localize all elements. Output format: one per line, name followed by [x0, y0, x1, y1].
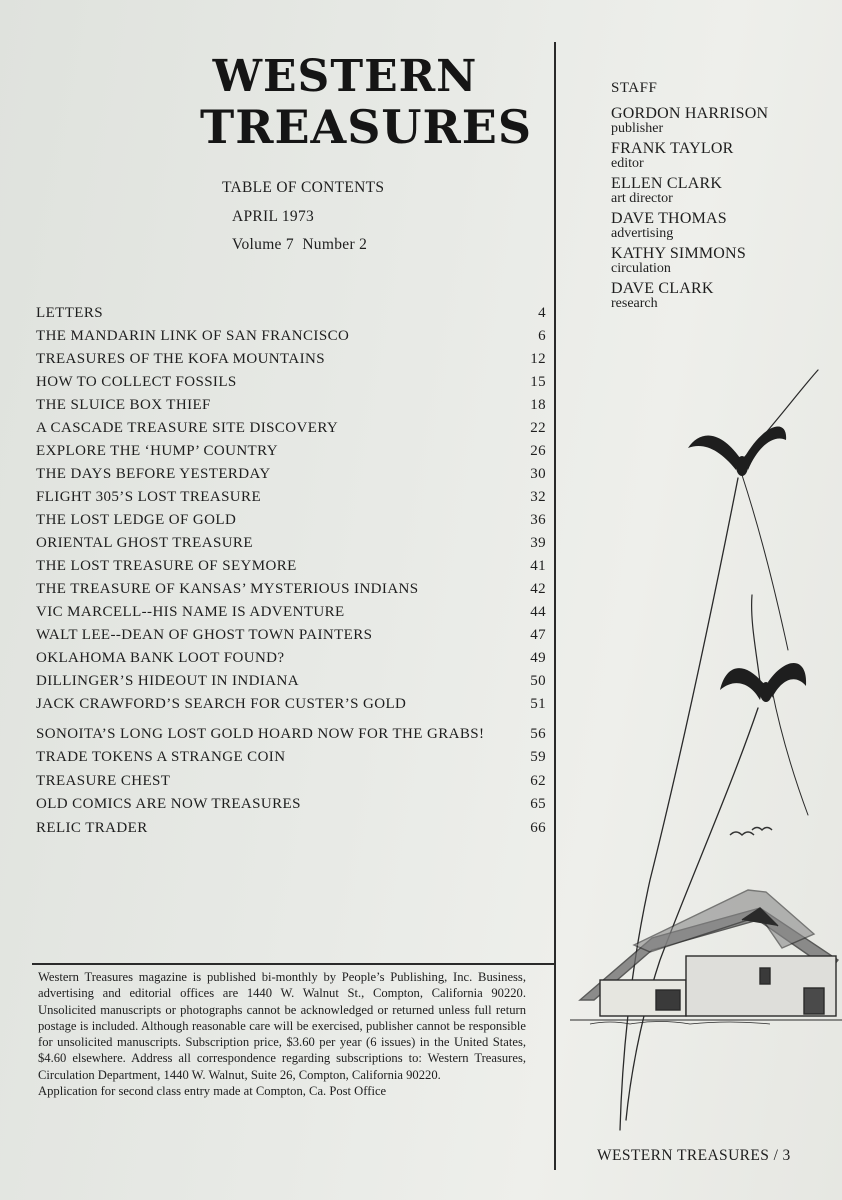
toc-entry-title: THE MANDARIN LINK OF SAN FRANCISCO	[36, 328, 350, 344]
toc-entry-page: 41	[530, 558, 546, 574]
toc-entry[interactable]	[36, 305, 546, 325]
toc-entry-page: 50	[530, 673, 546, 689]
staff-name: DAVE THOMAS	[611, 210, 727, 227]
toc-entry-page: 32	[530, 489, 546, 505]
toc-entry-title: THE SLUICE BOX THIEF	[36, 397, 211, 413]
kite-wing-upper-left	[688, 436, 740, 470]
column-divider	[554, 42, 556, 1170]
staff-role: circulation	[611, 261, 671, 276]
toc-entry[interactable]	[36, 351, 546, 371]
staff-member	[611, 281, 811, 310]
toc-entry-page: 62	[530, 773, 546, 789]
toc-entry[interactable]	[36, 328, 546, 348]
toc-entry[interactable]	[36, 512, 546, 532]
section-divider	[32, 963, 554, 965]
staff-role: research	[611, 296, 658, 311]
staff-name: KATHY SIMMONS	[611, 245, 746, 262]
toc-entry-page: 66	[530, 820, 546, 836]
staff-member	[611, 141, 811, 170]
toc-entry-page: 26	[530, 443, 546, 459]
publication-info	[38, 969, 526, 1099]
staff-member	[611, 246, 811, 275]
toc-entry[interactable]	[36, 489, 546, 509]
toc-entry-page: 39	[530, 535, 546, 551]
toc-entry-page: 15	[530, 374, 546, 390]
issue-date: APRIL 1973	[232, 208, 315, 225]
toc-entry[interactable]	[36, 796, 546, 816]
toc-entry[interactable]	[36, 696, 546, 716]
toc-entry[interactable]	[36, 397, 546, 417]
toc-entry-page: 65	[530, 796, 546, 812]
staff-heading: STAFF	[611, 80, 658, 96]
second-class-entry-note: Application for second class entry made at Compton, Ca. Post Office	[38, 1084, 387, 1099]
toc-entry-title: VIC MARCELL--HIS NAME IS ADVENTURE	[36, 604, 345, 620]
kite-tail-lower	[772, 690, 808, 815]
kite-wing-lower-left	[720, 668, 764, 700]
toc-entry-page: 47	[530, 627, 546, 643]
toc-entry[interactable]	[36, 535, 546, 555]
toc-entry[interactable]	[36, 581, 546, 601]
toc-entry-page: 44	[530, 604, 546, 620]
staff-role: advertising	[611, 226, 674, 241]
toc-entry-page: 22	[530, 420, 546, 436]
toc-entry-page: 4	[538, 305, 546, 321]
staff-member	[611, 211, 811, 240]
toc-title: TABLE OF CONTENTS	[222, 179, 385, 196]
staff-name: GORDON HARRISON	[611, 105, 769, 122]
toc-entry-page: 6	[538, 328, 546, 344]
toc-entry[interactable]	[36, 466, 546, 486]
toc-entry[interactable]	[36, 558, 546, 578]
toc-entry-title: RELIC TRADER	[36, 820, 148, 836]
toc-entry-title: TREASURES OF THE KOFA MOUNTAINS	[36, 351, 326, 367]
staff-member	[611, 106, 811, 135]
masthead-line-1: WESTERN	[212, 51, 478, 102]
toc-entry[interactable]	[36, 673, 546, 693]
kite-string-upper	[620, 478, 738, 1130]
kite-tail-upper	[742, 475, 788, 650]
publication-info-body: Western Treasures magazine is published bi-monthly by People’s Publishing, Inc. Business, advertising and editorial offices are 1440 W. Walnut St., Compton, California 90220. Unsolicited manuscripts or photographs cannot be acknowledged or returned unless full return postage is included. Although reasonable care will be exercised, publisher cannot be responsible for unsolicited manuscripts. Subscription price, $3.60 per year (6 issues) in the United States, $4.60 elsewhere. Address all correspondence regarding subscriptions to: Western Treasures, Circulation Department, 1440 W. Walnut, Suite 26, Compton, California 90220.	[38, 970, 526, 1082]
staff-box	[611, 80, 811, 316]
masthead-logo	[200, 51, 533, 154]
toc-entry-title: LETTERS	[36, 305, 103, 321]
staff-member	[611, 176, 811, 205]
toc-entry[interactable]	[36, 749, 546, 769]
toc-entry[interactable]	[36, 726, 546, 746]
staff-name: ELLEN CLARK	[611, 175, 723, 192]
toc-entry-title: OKLAHOMA BANK LOOT FOUND?	[36, 650, 285, 666]
toc-entry-page: 30	[530, 466, 546, 482]
toc-entry-title: EXPLORE THE ‘HUMP’ COUNTRY	[36, 443, 278, 459]
toc-entry-title: ORIENTAL GHOST TREASURE	[36, 535, 253, 551]
toc-entry-title: THE LOST TREASURE OF SEYMORE	[36, 558, 297, 574]
toc-entry-page: 56	[530, 726, 546, 742]
kite-spine-lower	[752, 595, 760, 682]
barn-drawing	[570, 890, 842, 1024]
toc-entry[interactable]	[36, 650, 546, 670]
volume-number: Volume 7 Number 2	[232, 236, 368, 253]
staff-role: editor	[611, 156, 644, 171]
staff-name: FRANK TAYLOR	[611, 140, 734, 157]
toc-entry[interactable]	[36, 820, 546, 840]
toc-entry-title: OLD COMICS ARE NOW TREASURES	[36, 796, 301, 812]
toc-entry-page: 12	[530, 351, 546, 367]
toc-entry-title: TRADE TOKENS A STRANGE COIN	[36, 749, 286, 765]
kites-and-barn-illustration	[560, 360, 842, 1140]
toc-entry-title: TREASURE CHEST	[36, 773, 171, 789]
kite-body-lower	[760, 682, 772, 702]
toc-entry-title: THE DAYS BEFORE YESTERDAY	[36, 466, 271, 482]
running-footer: WESTERN TREASURES / 3	[597, 1147, 791, 1164]
toc-entry[interactable]	[36, 627, 546, 647]
staff-role: art director	[611, 191, 673, 206]
kite-wing-upper-right	[744, 426, 786, 470]
toc-entry-page: 36	[530, 512, 546, 528]
toc-entry-page: 42	[530, 581, 546, 597]
toc-entry-title: WALT LEE--DEAN OF GHOST TOWN PAINTERS	[36, 627, 373, 643]
toc-entry-title: HOW TO COLLECT FOSSILS	[36, 374, 237, 390]
toc-entry[interactable]	[36, 773, 546, 793]
toc-entry-page: 18	[530, 397, 546, 413]
toc-entry-title: JACK CRAWFORD’S SEARCH FOR CUSTER’S GOLD	[36, 696, 407, 712]
kite-shapes	[688, 426, 806, 702]
toc-entry-title: THE LOST LEDGE OF GOLD	[36, 512, 237, 528]
toc-entry[interactable]	[36, 374, 546, 394]
toc-entry[interactable]	[36, 443, 546, 463]
toc-entry-title: THE TREASURE OF KANSAS’ MYSTERIOUS INDIANS	[36, 581, 419, 597]
toc-entry-page: 51	[530, 696, 546, 712]
masthead-line-2: TREASURES	[200, 100, 533, 154]
kite-wing-lower-right	[768, 663, 806, 698]
toc-entry-title: SONOITA’S LONG LOST GOLD HOARD NOW FOR THE GRABS!	[36, 726, 485, 742]
toc-entry-title: DILLINGER’S HIDEOUT IN INDIANA	[36, 673, 299, 689]
toc-entry-title: FLIGHT 305’S LOST TREASURE	[36, 489, 262, 505]
staff-name: DAVE CLARK	[611, 280, 714, 297]
toc-entry-page: 49	[530, 650, 546, 666]
birds	[730, 828, 772, 836]
staff-role: publisher	[611, 121, 664, 136]
toc-entry-page: 59	[530, 749, 546, 765]
toc-entry[interactable]	[36, 604, 546, 624]
toc-entry-title: A CASCADE TREASURE SITE DISCOVERY	[36, 420, 339, 436]
toc-entry[interactable]	[36, 420, 546, 440]
kite-body-upper	[736, 456, 748, 476]
